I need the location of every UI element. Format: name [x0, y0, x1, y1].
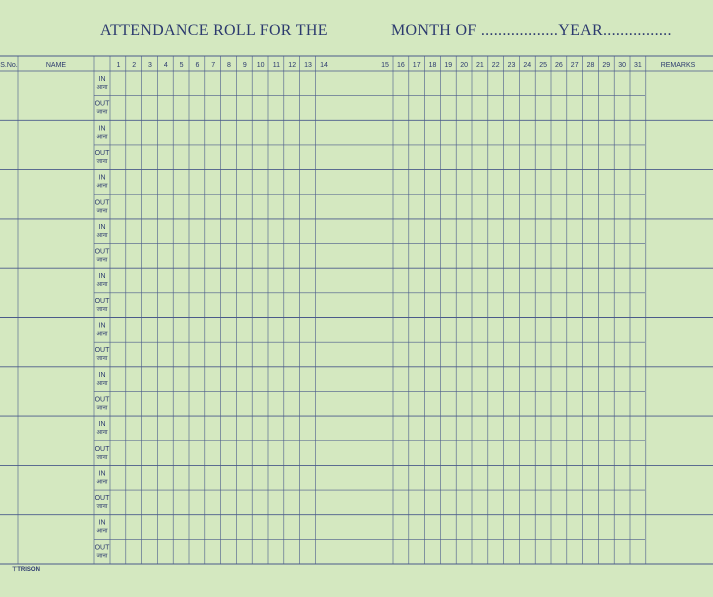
- out-label-hindi: जाना: [96, 552, 108, 560]
- col-header-name: NAME: [45, 62, 67, 69]
- col-header-day: 18: [428, 62, 437, 69]
- col-header-day: 1: [116, 62, 121, 69]
- in-label-hindi: आना: [96, 182, 108, 190]
- col-header-day: 12: [288, 62, 297, 69]
- col-header-day: 20: [460, 62, 468, 69]
- brand-name: TRISON: [17, 567, 40, 573]
- in-label: IN: [98, 125, 106, 133]
- col-header-day: 10: [256, 62, 265, 69]
- out-label: OUT: [94, 248, 110, 256]
- in-label: IN: [98, 519, 106, 527]
- out-label-hindi: जाना: [96, 305, 108, 313]
- out-label: OUT: [94, 445, 110, 453]
- in-label-hindi: आना: [96, 330, 108, 338]
- out-label: OUT: [94, 544, 110, 552]
- in-label-hindi: आना: [96, 231, 108, 239]
- in-label-hindi: आना: [96, 527, 108, 535]
- col-header-day: 21: [476, 62, 484, 69]
- col-header-day: 25: [539, 62, 547, 69]
- in-label: IN: [98, 421, 106, 429]
- in-label-hindi: आना: [96, 281, 108, 289]
- in-label-hindi: आना: [96, 84, 108, 91]
- col-header-day: 16: [397, 62, 405, 69]
- col-header-day: 28: [586, 62, 595, 69]
- in-label: IN: [98, 273, 106, 281]
- col-header-day: 4: [163, 62, 168, 69]
- in-label: IN: [98, 322, 106, 330]
- out-label-hindi: जाना: [96, 157, 108, 165]
- out-label-hindi: जाना: [96, 503, 108, 511]
- in-label-hindi: आना: [96, 133, 108, 141]
- col-header-day: 7: [211, 62, 216, 69]
- brand-logo-icon: ⊤: [12, 567, 18, 573]
- in-label-hindi: आना: [96, 379, 108, 387]
- col-header-day: 19: [444, 62, 453, 69]
- out-label-hindi: जाना: [96, 256, 108, 264]
- col-header-remarks: REMARKS: [660, 62, 696, 69]
- col-header-day: 26: [555, 62, 563, 69]
- out-label-hindi: जाना: [96, 404, 108, 412]
- col-header-day: 2: [132, 62, 137, 69]
- col-header-day: 8: [227, 62, 231, 69]
- col-header-day: 13: [304, 62, 312, 69]
- col-header-day: 5: [179, 62, 184, 69]
- col-header-day: 29: [602, 62, 611, 69]
- out-label: OUT: [94, 297, 110, 305]
- out-label: OUT: [94, 199, 110, 207]
- out-label-hindi: जाना: [96, 355, 108, 363]
- in-label: IN: [98, 470, 106, 478]
- title-left: ATTENDANCE ROLL FOR THE: [100, 22, 328, 39]
- in-label: IN: [98, 371, 106, 379]
- col-header-day: 15: [381, 62, 389, 69]
- title-right: MONTH OF ..................YEAR................: [391, 22, 672, 39]
- brand-logo: [12, 566, 40, 573]
- col-header-day: 11: [272, 62, 281, 69]
- col-header-day: 9: [242, 62, 247, 69]
- in-label: IN: [98, 76, 106, 83]
- out-label-hindi: जाना: [96, 207, 108, 215]
- col-header-sno: S.No.: [0, 62, 18, 69]
- col-header-day: 17: [412, 62, 421, 69]
- in-label: IN: [98, 223, 106, 231]
- col-header-day: 23: [507, 62, 516, 69]
- col-header-day: 31: [634, 62, 642, 69]
- in-label: IN: [98, 174, 106, 182]
- out-label: OUT: [94, 495, 110, 503]
- col-header-day: 6: [195, 62, 200, 69]
- col-header-day: 30: [618, 62, 626, 69]
- out-label: OUT: [94, 100, 110, 108]
- col-header-day: 24: [523, 62, 532, 69]
- out-label-hindi: जाना: [96, 108, 108, 116]
- in-label-hindi: आना: [96, 429, 108, 437]
- out-label: OUT: [94, 396, 110, 404]
- col-header-day: 22: [491, 62, 500, 69]
- col-header-day: 3: [148, 62, 152, 69]
- in-label-hindi: आना: [96, 478, 108, 486]
- col-header-day: 14: [320, 62, 328, 69]
- out-label-hindi: जाना: [96, 453, 108, 461]
- out-label: OUT: [94, 149, 110, 157]
- col-header-day: 27: [570, 62, 579, 69]
- out-label: OUT: [94, 347, 110, 355]
